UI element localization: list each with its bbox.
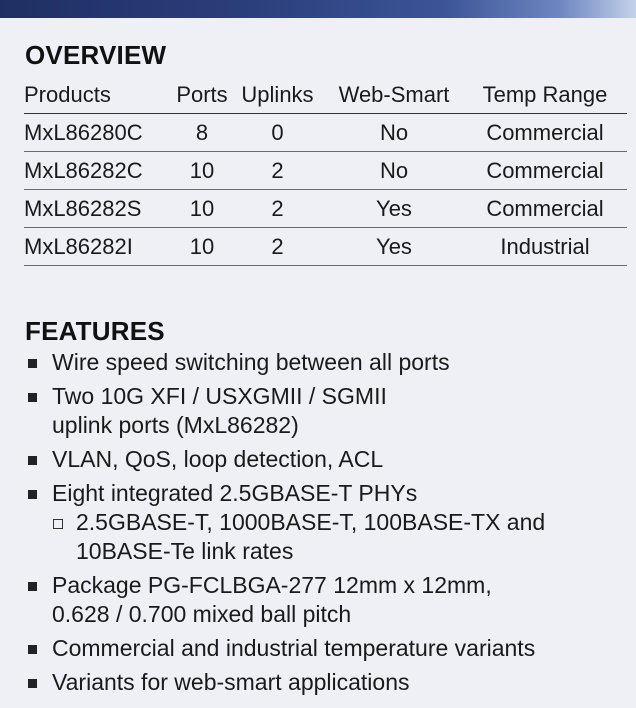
feature-item [24,479,624,566]
cell-product: MxL86282I [24,228,174,266]
square-bullet-icon [28,359,37,368]
column-header-web-smart: Web-Smart [325,76,463,114]
cell-ports: 10 [174,228,230,266]
square-bullet-icon [28,490,37,499]
square-bullet-icon [28,456,37,465]
overview-heading: OVERVIEW [25,40,167,70]
feature-text: Two 10G XFI / USXGMII / SGMII [52,383,387,409]
feature-text: Package PG-FCLBGA-277 12mm x 12mm, [52,572,492,598]
table-header-row [24,76,627,114]
square-bullet-icon [28,645,37,654]
column-header-temp-range: Temp Range [463,76,627,114]
feature-text: Eight integrated 2.5GBASE-T PHYs [52,480,418,506]
cell-product: MxL86282C [24,152,174,190]
cell-product: MxL86280C [24,114,174,152]
cell-temp-range: Commercial [463,114,627,152]
cell-web-smart: Yes [325,190,463,228]
feature-sub-text: 10BASE-Te link rates [76,538,294,564]
cell-temp-range: Commercial [463,152,627,190]
header-banner [0,0,636,18]
feature-text: 0.628 / 0.700 mixed ball pitch [52,601,352,627]
feature-item [24,382,624,440]
feature-item [24,571,624,629]
column-header-uplinks: Uplinks [230,76,325,114]
square-bullet-icon [28,393,37,402]
feature-item [24,445,624,474]
square-bullet-icon [28,582,37,591]
column-header-ports: Ports [174,76,230,114]
cell-web-smart: No [325,152,463,190]
feature-text: Wire speed switching between all ports [52,349,450,375]
table-row [24,152,627,190]
table-row [24,228,627,266]
feature-sub-item [52,508,624,566]
table-row [24,114,627,152]
cell-uplinks: 2 [230,190,325,228]
cell-uplinks: 2 [230,152,325,190]
column-header-products: Products [24,76,174,114]
feature-text: uplink ports (MxL86282) [52,412,299,438]
feature-sub-list [52,508,624,566]
feature-item [24,348,624,377]
feature-text: Variants for web-smart applications [52,669,410,695]
features-heading: FEATURES [25,316,165,346]
features-list [24,348,624,702]
feature-item [24,668,624,697]
cell-ports: 10 [174,152,230,190]
cell-temp-range: Commercial [463,190,627,228]
cell-uplinks: 2 [230,228,325,266]
overview-table [24,76,627,266]
feature-sub-text: 2.5GBASE-T, 1000BASE-T, 100BASE-TX and [76,509,546,535]
feature-text: Commercial and industrial temperature variants [52,635,536,661]
cell-uplinks: 0 [230,114,325,152]
cell-temp-range: Industrial [463,228,627,266]
cell-ports: 8 [174,114,230,152]
cell-product: MxL86282S [24,190,174,228]
feature-text: VLAN, QoS, loop detection, ACL [52,446,384,472]
table-row [24,190,627,228]
square-bullet-icon [28,679,37,688]
cell-ports: 10 [174,190,230,228]
hollow-square-bullet-icon [53,519,63,529]
cell-web-smart: No [325,114,463,152]
feature-item [24,634,624,663]
cell-web-smart: Yes [325,228,463,266]
